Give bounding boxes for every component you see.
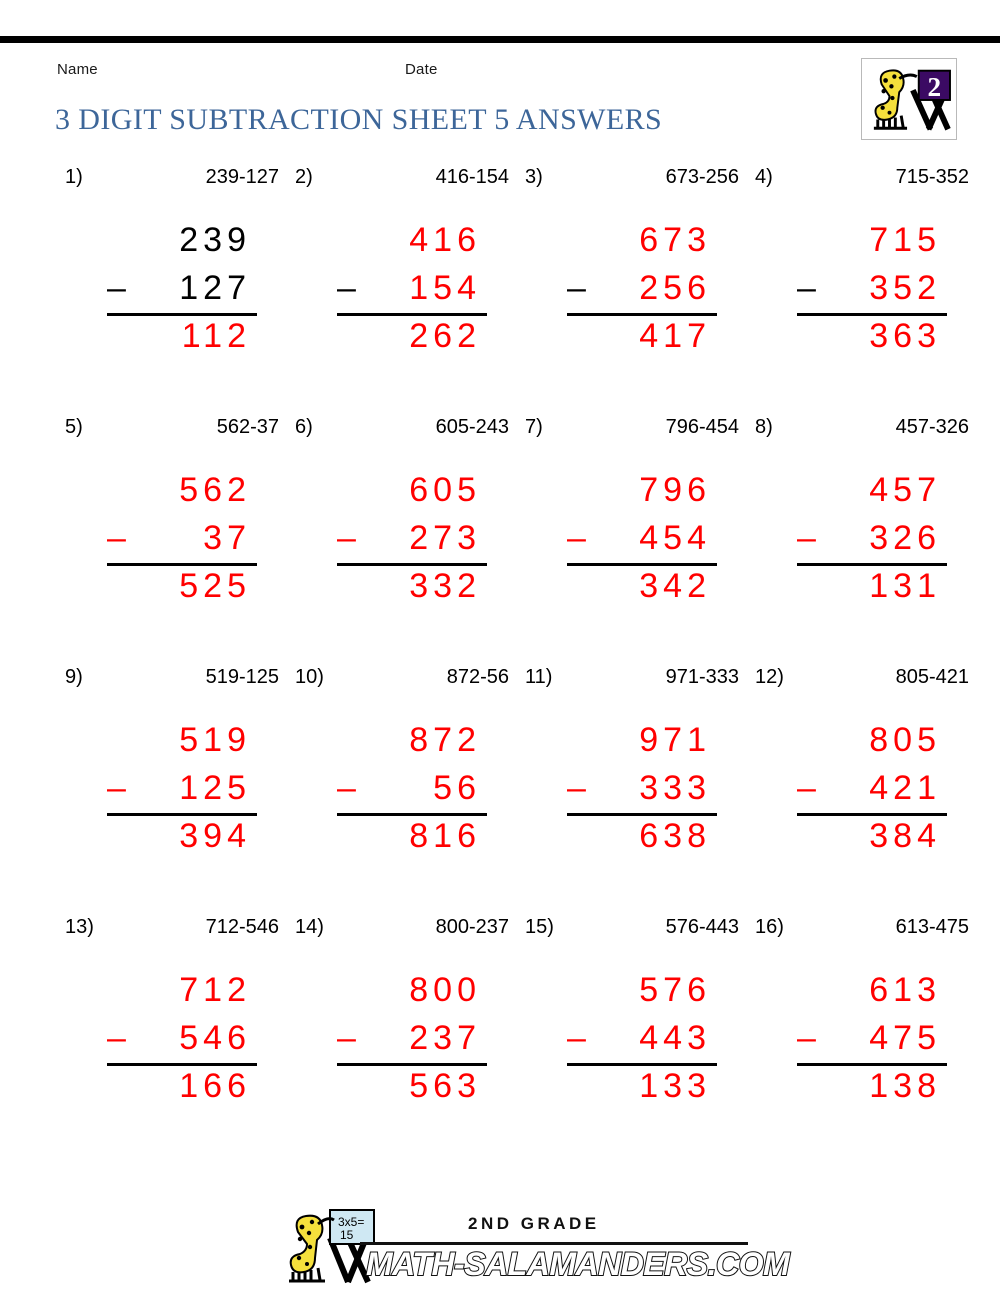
vertical-sum — [567, 718, 717, 862]
footer-rule — [360, 1242, 748, 1245]
minus-operator: – — [797, 519, 816, 557]
minus-operator: – — [567, 1019, 586, 1057]
answer: 133 — [639, 1067, 711, 1105]
answer-row — [797, 1064, 947, 1112]
minuend: 562 — [179, 471, 251, 509]
problem-expression: 562-37 — [216, 416, 279, 438]
problem-number: 16) — [755, 916, 784, 938]
problem-expression: 805-421 — [895, 666, 969, 688]
minus-operator: – — [337, 519, 356, 557]
answer-row — [797, 564, 947, 612]
answer: 138 — [869, 1067, 941, 1105]
subtrahend-row — [567, 266, 717, 314]
minuend: 613 — [869, 971, 941, 1009]
minuend-row — [337, 218, 487, 266]
problem-header — [55, 916, 285, 942]
problem-expression: 605-243 — [435, 416, 509, 438]
page-footer — [0, 1196, 1000, 1292]
problem-row — [0, 910, 1000, 1160]
problem-expression: 239-127 — [205, 166, 279, 188]
subtrahend-row — [107, 516, 257, 564]
problem-header — [55, 416, 285, 442]
problem-15 — [515, 910, 745, 1160]
problem-expression: 673-256 — [665, 166, 739, 188]
subtrahend-row — [797, 1016, 947, 1064]
vertical-sum — [107, 468, 257, 612]
subtrahend-row — [337, 766, 487, 814]
svg-text:2: 2 — [927, 72, 942, 103]
problem-header — [515, 666, 745, 692]
minus-operator: – — [567, 769, 586, 807]
problem-number: 1) — [65, 166, 83, 188]
subtrahend: 326 — [869, 519, 941, 557]
subtrahend-row — [567, 516, 717, 564]
minus-operator: – — [797, 1019, 816, 1057]
problem-expression: 576-443 — [665, 916, 739, 938]
vertical-sum — [337, 968, 487, 1112]
minuend-row — [107, 968, 257, 1016]
minuend: 519 — [179, 721, 251, 759]
subtrahend: 352 — [869, 269, 941, 307]
problem-1 — [55, 160, 285, 410]
name-label: Name — [57, 61, 98, 78]
answer-row — [107, 564, 257, 612]
minuend: 712 — [179, 971, 251, 1009]
problem-header — [515, 416, 745, 442]
answer: 332 — [409, 567, 481, 605]
problem-number: 15) — [525, 916, 554, 938]
answer-row — [337, 1064, 487, 1112]
answer: 112 — [181, 317, 251, 355]
problem-13 — [55, 910, 285, 1160]
problem-6 — [285, 410, 515, 660]
problem-number: 13) — [65, 916, 94, 938]
subtrahend: 454 — [639, 519, 711, 557]
subtrahend-row — [337, 266, 487, 314]
answer: 417 — [639, 317, 711, 355]
minuend-row — [567, 218, 717, 266]
problem-number: 8) — [755, 416, 773, 438]
minus-operator: – — [567, 269, 586, 307]
minuend: 673 — [639, 221, 711, 259]
answer-row — [567, 1064, 717, 1112]
problem-2 — [285, 160, 515, 410]
minuend-row — [567, 968, 717, 1016]
salamander-grade-2-icon — [862, 59, 956, 139]
subtrahend: 125 — [179, 769, 251, 807]
vertical-sum — [567, 468, 717, 612]
problem-number: 11) — [525, 666, 553, 688]
subtrahend: 237 — [409, 1019, 481, 1057]
problem-11 — [515, 660, 745, 910]
answer-row — [107, 814, 257, 862]
problem-number: 2) — [295, 166, 313, 188]
vertical-sum — [107, 968, 257, 1112]
minuend: 805 — [869, 721, 941, 759]
problem-expression: 519-125 — [205, 666, 279, 688]
problem-3 — [515, 160, 745, 410]
subtrahend: 546 — [179, 1019, 251, 1057]
minuend: 416 — [409, 221, 481, 259]
answer-row — [337, 564, 487, 612]
problem-number: 12) — [755, 666, 784, 688]
minuend: 715 — [869, 221, 941, 259]
answer-row — [107, 1064, 257, 1112]
problem-header — [745, 166, 975, 192]
page-title: 3 DIGIT SUBTRACTION SHEET 5 ANSWERS — [55, 103, 663, 136]
minuend-row — [337, 468, 487, 516]
answer: 394 — [179, 817, 251, 855]
problem-row — [0, 660, 1000, 910]
problem-header — [515, 916, 745, 942]
footer-site-text: MATH-SALAMANDERS.COM — [366, 1246, 790, 1282]
answer-row — [567, 564, 717, 612]
problem-10 — [285, 660, 515, 910]
vertical-sum — [107, 718, 257, 862]
answer-row — [107, 314, 257, 362]
vertical-sum — [797, 718, 947, 862]
subtrahend-row — [797, 266, 947, 314]
vertical-sum — [337, 718, 487, 862]
minuend-row — [797, 468, 947, 516]
subtrahend-row — [107, 1016, 257, 1064]
problems-grid — [0, 160, 1000, 1160]
problem-4 — [745, 160, 975, 410]
problem-14 — [285, 910, 515, 1160]
subtrahend: 475 — [869, 1019, 941, 1057]
minus-operator: – — [107, 769, 126, 807]
problem-number: 14) — [295, 916, 324, 938]
vertical-sum — [337, 218, 487, 362]
subtrahend: 421 — [869, 769, 941, 807]
problem-expression: 416-154 — [435, 166, 509, 188]
answer-row — [337, 314, 487, 362]
answer: 816 — [409, 817, 481, 855]
problem-expression: 971-333 — [665, 666, 739, 688]
problem-header — [55, 666, 285, 692]
answer: 342 — [639, 567, 711, 605]
subtrahend: 443 — [639, 1019, 711, 1057]
subtrahend: 256 — [639, 269, 711, 307]
problem-expression: 715-352 — [895, 166, 969, 188]
answer-row — [337, 814, 487, 862]
minuend-row — [337, 968, 487, 1016]
minuend: 796 — [639, 471, 711, 509]
subtrahend-row — [567, 1016, 717, 1064]
subtrahend-row — [107, 266, 257, 314]
problem-header — [55, 166, 285, 192]
problem-row — [0, 160, 1000, 410]
board-line-1: 3x5= — [338, 1215, 365, 1229]
problem-8 — [745, 410, 975, 660]
minuend-row — [797, 968, 947, 1016]
subtrahend-row — [797, 516, 947, 564]
problem-expression: 613-475 — [895, 916, 969, 938]
minuend: 971 — [639, 721, 711, 759]
answer-row — [567, 314, 717, 362]
problem-number: 3) — [525, 166, 543, 188]
subtrahend: 37 — [203, 519, 251, 557]
problem-expression: 712-546 — [205, 916, 279, 938]
answer: 638 — [639, 817, 711, 855]
minuend: 872 — [409, 721, 481, 759]
subtrahend: 127 — [179, 269, 251, 307]
minuend-row — [797, 218, 947, 266]
problem-header — [285, 916, 515, 942]
problem-row — [0, 410, 1000, 660]
problem-7 — [515, 410, 745, 660]
board-line-2: 15 — [340, 1228, 354, 1242]
problem-expression: 457-326 — [895, 416, 969, 438]
vertical-sum — [797, 218, 947, 362]
subtrahend-row — [797, 766, 947, 814]
minus-operator: – — [337, 769, 356, 807]
answer-row — [797, 814, 947, 862]
vertical-sum — [567, 218, 717, 362]
minuend: 800 — [409, 971, 481, 1009]
minus-operator: – — [337, 269, 356, 307]
vertical-sum — [797, 468, 947, 612]
subtrahend: 154 — [409, 269, 481, 307]
minus-operator: – — [107, 519, 126, 557]
problem-number: 7) — [525, 416, 543, 438]
footer-grade-text: 2ND GRADE — [468, 1214, 600, 1233]
vertical-sum — [567, 968, 717, 1112]
problem-header — [515, 166, 745, 192]
minus-operator: – — [107, 269, 126, 307]
subtrahend: 273 — [409, 519, 481, 557]
answer: 384 — [869, 817, 941, 855]
problem-number: 6) — [295, 416, 313, 438]
minus-operator: – — [337, 1019, 356, 1057]
subtrahend: 56 — [433, 769, 481, 807]
minuend-row — [107, 218, 257, 266]
problem-number: 9) — [65, 666, 83, 688]
problem-9 — [55, 660, 285, 910]
minuend: 457 — [869, 471, 941, 509]
vertical-sum — [107, 218, 257, 362]
problem-expression: 796-454 — [665, 416, 739, 438]
problem-number: 10) — [295, 666, 324, 688]
minus-operator: – — [107, 1019, 126, 1057]
answer-row — [797, 314, 947, 362]
minuend-row — [107, 718, 257, 766]
header-logo — [861, 58, 957, 140]
subtrahend-row — [107, 766, 257, 814]
answer: 525 — [179, 567, 251, 605]
answer: 131 — [869, 567, 941, 605]
subtrahend: 333 — [639, 769, 711, 807]
problem-5 — [55, 410, 285, 660]
problem-expression: 872-56 — [446, 666, 509, 688]
page-top-rule — [0, 36, 1000, 43]
answer-row — [567, 814, 717, 862]
problem-header — [745, 916, 975, 942]
subtrahend-row — [337, 516, 487, 564]
problem-header — [285, 166, 515, 192]
minuend: 239 — [179, 221, 251, 259]
problem-number: 5) — [65, 416, 83, 438]
minuend-row — [567, 468, 717, 516]
minus-operator: – — [797, 269, 816, 307]
problem-16 — [745, 910, 975, 1160]
minuend-row — [797, 718, 947, 766]
minuend: 605 — [409, 471, 481, 509]
problem-number: 4) — [755, 166, 773, 188]
answer: 262 — [409, 317, 481, 355]
answer: 363 — [869, 317, 941, 355]
problem-header — [285, 416, 515, 442]
answer: 166 — [179, 1067, 251, 1105]
problem-header — [745, 666, 975, 692]
subtrahend-row — [337, 1016, 487, 1064]
minus-operator: – — [797, 769, 816, 807]
date-label: Date — [405, 61, 438, 78]
problem-expression: 800-237 — [435, 916, 509, 938]
problem-12 — [745, 660, 975, 910]
minuend-row — [107, 468, 257, 516]
minuend-row — [337, 718, 487, 766]
problem-header — [285, 666, 515, 692]
vertical-sum — [337, 468, 487, 612]
minuend: 576 — [639, 971, 711, 1009]
minus-operator: – — [567, 519, 586, 557]
problem-header — [745, 416, 975, 442]
answer: 563 — [409, 1067, 481, 1105]
subtrahend-row — [567, 766, 717, 814]
minuend-row — [567, 718, 717, 766]
vertical-sum — [797, 968, 947, 1112]
